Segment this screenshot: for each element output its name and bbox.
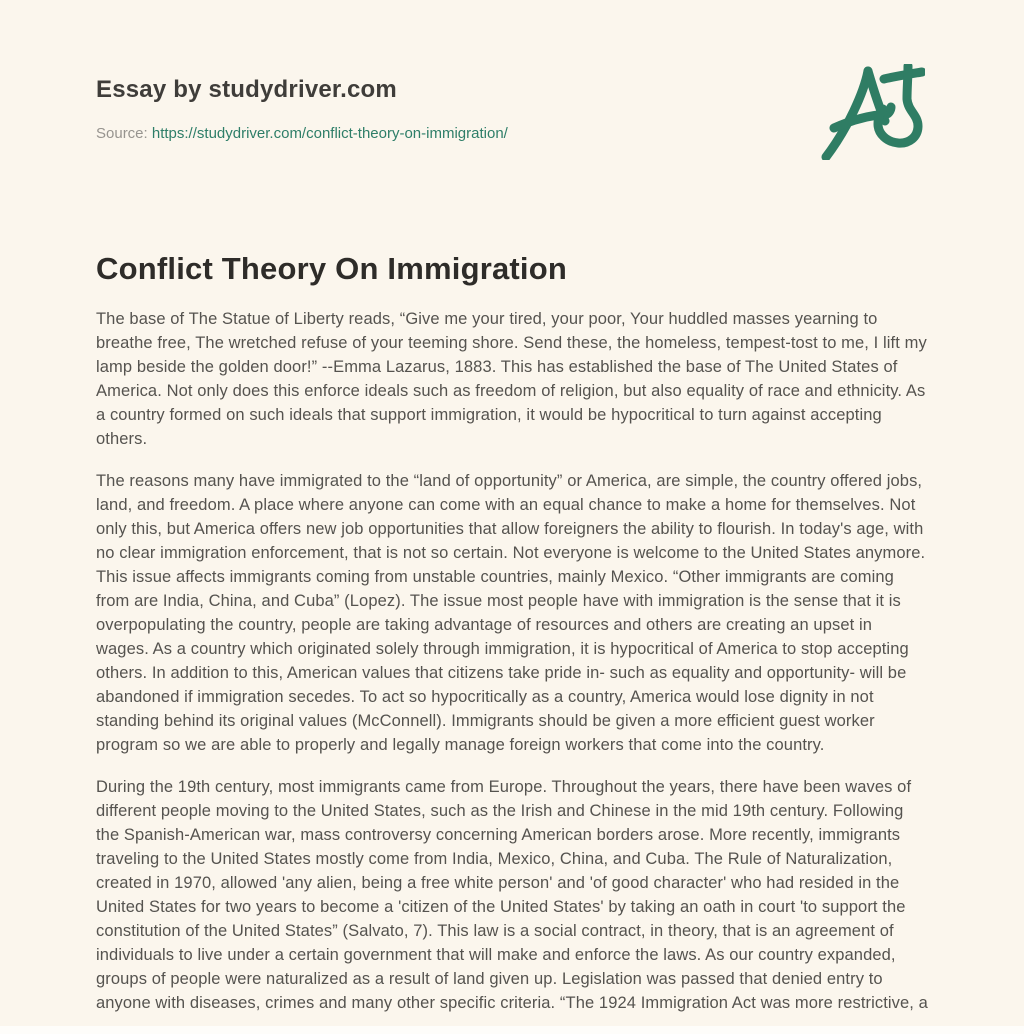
essay-body bbox=[96, 307, 928, 1015]
essay-paragraph: The reasons many have immigrated to the “land of opportunity” or America, are simple, the country offered jobs, land, and freedom. A place where anyone can come with an equal chance to make a home for themselves. Not only this, but America offers new job opportunities that allow foreigners the ability to flourish. In today's age, with no clear immigration enforcement, that is not so certain. Not everyone is welcome to the United States anymore. This issue affects immigrants coming from unstable countries, mainly Mexico. “Other immigrants are coming from are India, China, and Cuba” (Lopez). The issue most people have with immigration is the sense that it is overpopulating the country, people are taking advantage of resources and others are creating an upset in wages. As a country which originated solely through immigration, it is hypocritical of America to stop accepting others. In addition to this, American values that citizens take pride in- such as equality and opportunity- will be abandoned if immigration secedes. To act so hypocritically as a country, America would lose dignity in not standing behind its original values (McConnell). Immigrants should be given a more efficient guest worker program so we are able to properly and legally manage foreign workers that come into the country. bbox=[96, 472, 926, 754]
essay-paragraph: During the 19th century, most immigrants came from Europe. Throughout the years, there have been waves of different people moving to the United States, such as the Irish and Chinese in the mid 19th century. Following the Spanish-American war, mass controversy concerning American borders arose. More recently, immigrants traveling to the United States mostly come from India, Mexico, China, and Cuba. The Rule of Naturalization, created in 1970, allowed 'any alien, being a free white person' and 'of good character' who had resided in the United States for two years to become a 'citizen of the United States' by taking an oath in court 'to support the constitution of the United States” (Salvato, 7). This law is a social contract, in theory, that is an agreement of individuals to live under a certain government that will make and enforce the laws. As our country expanded, groups of people were naturalized as a result of land given up. Legislation was passed that denied entry to anyone with diseases, crimes and many other specific criteria. “The 1924 Immigration Act was more restrictive, a bbox=[96, 778, 928, 1012]
page-bottom-edge bbox=[0, 1026, 1024, 1034]
essay-paragraph: The base of The Statue of Liberty reads, “Give me your tired, your poor, Your huddled masses yearning to breathe free, The wretched refuse of your teeming shore. Send these, the homeless, tempest-tost to me, I lift my lamp beside the golden door!” --Emma Lazarus, 1883. This has established the base of The United States of America. Not only does this enforce ideals such as freedom of religion, but also equality of race and ethnicity. As a country formed on such ideals that support immigration, it would be hypocritical to turn against accepting others. bbox=[96, 310, 927, 448]
a-plus-logo-icon bbox=[820, 64, 925, 160]
source-link[interactable]: https://studydriver.com/conflict-theory-on-immigration/ bbox=[151, 125, 508, 142]
page-title: Essay by studydriver.com bbox=[96, 76, 397, 103]
source-line bbox=[96, 123, 928, 145]
essay-title: Conflict Theory On Immigration bbox=[96, 251, 568, 286]
source-label: Source: bbox=[96, 125, 148, 142]
